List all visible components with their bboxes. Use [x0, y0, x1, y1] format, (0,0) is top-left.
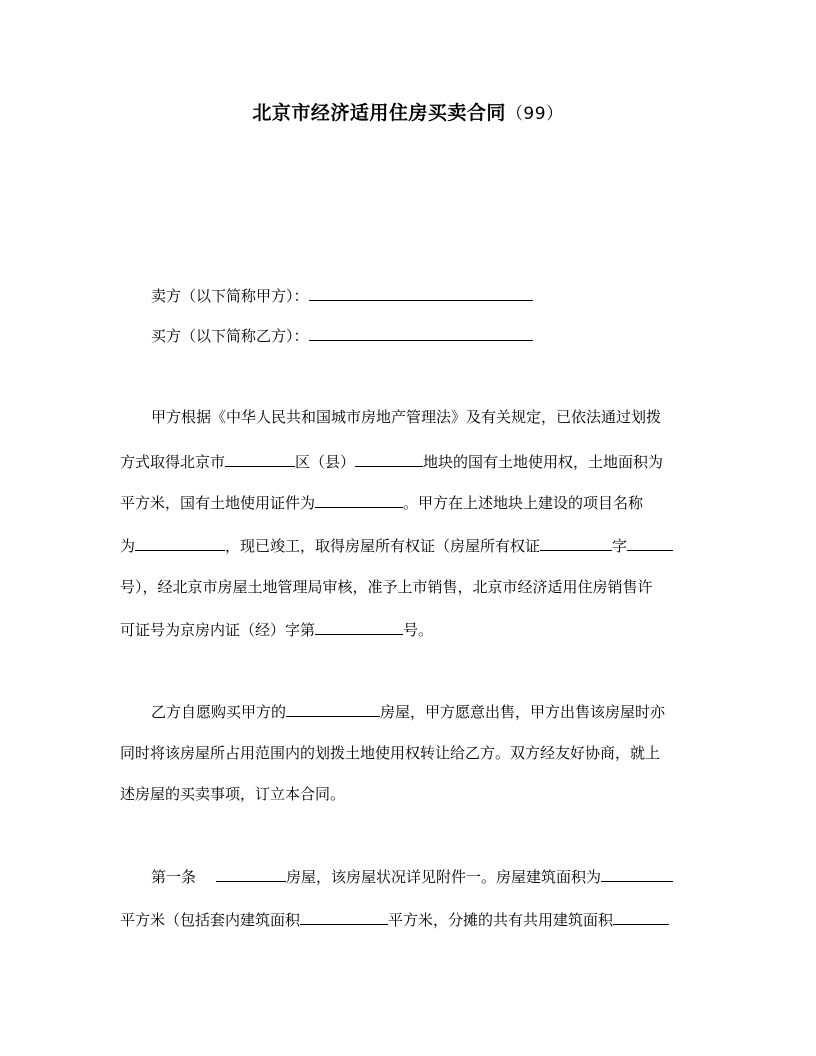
para1-text-2a: 方式取得北京市 — [120, 453, 226, 471]
para1-line6 — [120, 619, 433, 640]
house-description-field[interactable] — [286, 701, 380, 717]
district-field[interactable] — [225, 451, 295, 467]
para1-line3 — [120, 492, 643, 513]
article1-heading: 第一条 — [151, 868, 197, 886]
buyer-label: 买方（以下简称乙方）： — [151, 327, 309, 345]
title-main: 北京市经济适用住房买卖合同 — [252, 102, 506, 124]
para1-text-2c: 地块的国有土地使用权，土地面积为 — [423, 453, 664, 471]
para1-text-3a: 平方米，国有土地使用证件为 — [120, 494, 316, 512]
sales-permit-field[interactable] — [315, 619, 403, 635]
para2-text-1a: 乙方自愿购买甲方的 — [151, 703, 287, 721]
shared-area-field[interactable] — [613, 909, 669, 925]
house-field[interactable] — [216, 866, 286, 882]
para1-line1 — [151, 407, 661, 427]
land-certificate-field[interactable] — [315, 492, 403, 508]
para1-text-5: 号），经北京市房屋土地管理局审核，准予上市销售，北京市经济适用住房销售许 — [120, 578, 653, 596]
title-suffix: （99） — [505, 104, 564, 124]
document-title — [0, 98, 816, 125]
building-area-field[interactable] — [601, 866, 673, 882]
seller-line — [151, 285, 533, 306]
project-name-field[interactable] — [135, 535, 225, 551]
para2-text-1b: 房屋，甲方愿意出售，甲方出售该房屋时亦 — [380, 703, 666, 721]
seller-label: 卖方（以下简称甲方）： — [151, 287, 309, 305]
para2-text-3: 述房屋的买卖事项，订立本合同。 — [120, 785, 346, 803]
para1-text-6a: 可证号为京房内证（经）字第 — [120, 621, 316, 639]
buyer-line — [151, 325, 533, 346]
plot-field[interactable] — [355, 451, 423, 467]
ownership-cert-number-field[interactable] — [627, 535, 673, 551]
para1-line5 — [120, 577, 653, 597]
para1-text-4a: 为 — [120, 537, 136, 555]
para1-line4 — [120, 535, 673, 556]
para2-line2 — [120, 743, 660, 763]
para2-line3 — [120, 784, 345, 804]
para1-text-1: 甲方根据《中华人民共和国城市房地产管理法》及有关规定，已依法通过划拨 — [151, 408, 662, 426]
article1-text-2a: 平方米（包括套内建筑面积 — [120, 911, 301, 929]
para1-text-2b: 区（县） — [295, 453, 356, 471]
para1-text-6b: 号。 — [403, 621, 434, 639]
para1-text-4c: 字 — [612, 537, 628, 555]
article1-line2 — [120, 909, 669, 930]
para2-line1 — [151, 701, 665, 722]
buyer-name-field[interactable] — [309, 325, 533, 341]
para1-line2 — [120, 451, 663, 472]
para2-text-2: 同时将该房屋所占用范围内的划拨土地使用权转让给乙方。双方经友好协商，就上 — [120, 744, 661, 762]
para1-text-3b: 。甲方在上述地块上建设的项目名称 — [403, 494, 644, 512]
article1-text-2b: 平方米，分摊的共有共用建筑面积 — [388, 911, 614, 929]
para1-text-4b: ，现已竣工，取得房屋所有权证（房屋所有权证 — [225, 537, 541, 555]
ownership-cert-prefix-field[interactable] — [540, 535, 612, 551]
article1-line1 — [151, 866, 673, 887]
seller-name-field[interactable] — [309, 285, 533, 301]
article1-text-1b: 房屋，该房屋状况详见附件一。房屋建筑面积为 — [286, 868, 602, 886]
interior-area-field[interactable] — [300, 909, 388, 925]
